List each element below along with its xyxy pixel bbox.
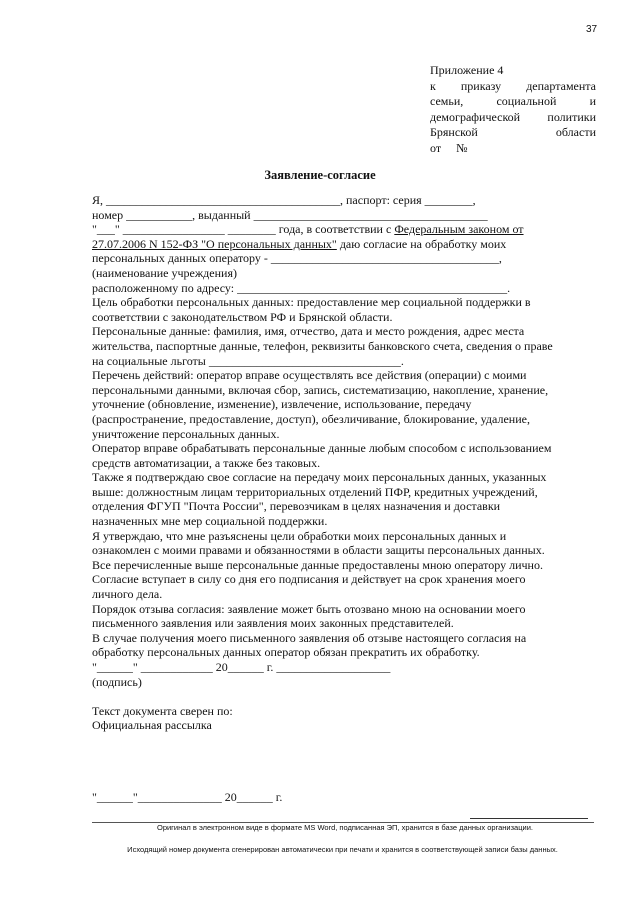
text-line: средств автоматизации, а также без таковых. <box>92 455 321 470</box>
text-line: уничтожение персональных данных. <box>92 426 280 441</box>
document-body <box>92 193 600 733</box>
footer-date-line: "______"______________ 20______ г. <box>92 790 283 804</box>
text-line: (наименование учреждения) <box>92 265 237 280</box>
text-line: Также я подтверждаю свое согласие на передачу моих персональных данных, указанных <box>92 470 547 485</box>
text-line: В случае получения моего письменного заявления об отзыве настоящего согласия на <box>92 630 527 645</box>
appendix-line: семьи, социальной и <box>430 94 596 108</box>
text-line: номер ___________, выданный _______________________________________ <box>92 207 488 222</box>
footer-note-outgoing-number: Исходящий номер документа сгенерирован автоматически при печати и хранится в соответствующей записи базы данных. <box>127 845 558 854</box>
appendix-line: Приложение 4 <box>430 63 504 77</box>
document-title: Заявление-согласие <box>264 168 376 182</box>
text-line: личного дела. <box>92 587 163 602</box>
signature-date-line: "______" ____________ 20______ г. ___________________ <box>92 660 391 674</box>
text-line: ознакомлен с моими правами и обязанностями в области защиты персональных данных. <box>92 543 545 558</box>
text-line: Перечень действий: оператор вправе осуществлять все действия (операции) с моими <box>92 368 527 383</box>
text-line <box>92 237 600 252</box>
footer-note-original: Оригинал в электронном виде в формате MS Word, подписанная ЭП, хранится в базе данных организации. <box>156 823 533 832</box>
text-line: Порядок отзыва согласия: заявление может быть отозвано мною на основании моего <box>92 601 526 616</box>
text-line: соответствии с законодательством РФ и Брянской области. <box>92 309 393 324</box>
law-link[interactable]: 27.07.2006 N 152-ФЗ "О персональных данных" <box>92 236 337 251</box>
text-line: выше: должностным лицам территориальных отделений ПФР, кредитных учреждений, <box>92 484 538 499</box>
text-line <box>92 222 600 237</box>
text-line: Я утверждаю, что мне разъяснены цели обработки моих персональных данных и <box>92 528 507 543</box>
text-line: персональных данных оператору - ______________________________________, <box>92 251 502 266</box>
verification-source: Официальная рассылка <box>92 718 212 733</box>
text-line: назначенных мне мер социальной поддержки. <box>92 514 328 529</box>
text-line: жительства, паспортные данные, телефон, реквизиты банковского счета, сведения о праве <box>92 338 553 353</box>
text-line: на социальные льготы ________________________________. <box>92 353 404 368</box>
text-line: Согласие вступает в силу со дня его подписания и действует на срок хранения моего <box>92 572 526 587</box>
spacer <box>92 689 600 704</box>
appendix-line: к приказу департамента <box>430 78 596 93</box>
text-line: Оператор вправе обрабатывать персональные данные любым способом с использованием <box>92 441 552 456</box>
law-link[interactable]: Федеральным законом от <box>394 222 524 237</box>
text-line: уточнение (обновление, изменение), извлечение, использование, передачу <box>92 397 472 412</box>
text-line: Цель обработки персональных данных: предоставление мер социальной поддержки в <box>92 295 531 310</box>
appendix-line: от № <box>430 140 468 155</box>
text-line: расположенному по адресу: _____________________________________________. <box>92 280 511 295</box>
text-fragment: "___" _________________ ________ года, в соответствии с <box>92 222 395 237</box>
text-line: персональными данными, включая сбор, запись, систематизацию, накопление, хранение, <box>92 382 549 397</box>
text-line: Я, _______________________________________, паспорт: серия ________, <box>92 193 476 207</box>
appendix-line: демографической политики <box>430 109 596 124</box>
appendix-block <box>430 63 596 156</box>
footer-signature-line <box>470 818 588 819</box>
text-fragment: даю согласие на обработку моих <box>336 236 507 251</box>
text-line: (распространение, предоставление, доступ), обезличивание, блокирование, удаление, <box>92 411 530 426</box>
page-number: 37 <box>586 24 598 35</box>
text-line: Персональные данные: фамилия, имя, отчество, дата и место рождения, адрес места <box>92 324 525 339</box>
text-line: Все перечисленные выше персональные данные предоставлены мною оператору лично. <box>92 557 543 572</box>
signature-label: (подпись) <box>92 674 142 689</box>
text-line: обработку персональных данных оператор обязан прекратить их обработку. <box>92 645 480 660</box>
text-line: письменного заявления или заявления моих законных представителей. <box>92 616 454 631</box>
appendix-line: Брянской области <box>430 125 596 139</box>
verification-note: Текст документа сверен по: <box>92 703 233 718</box>
text-line: отделения ФГУП "Почта России", перевозчикам в целях назначения и доставки <box>92 499 501 514</box>
